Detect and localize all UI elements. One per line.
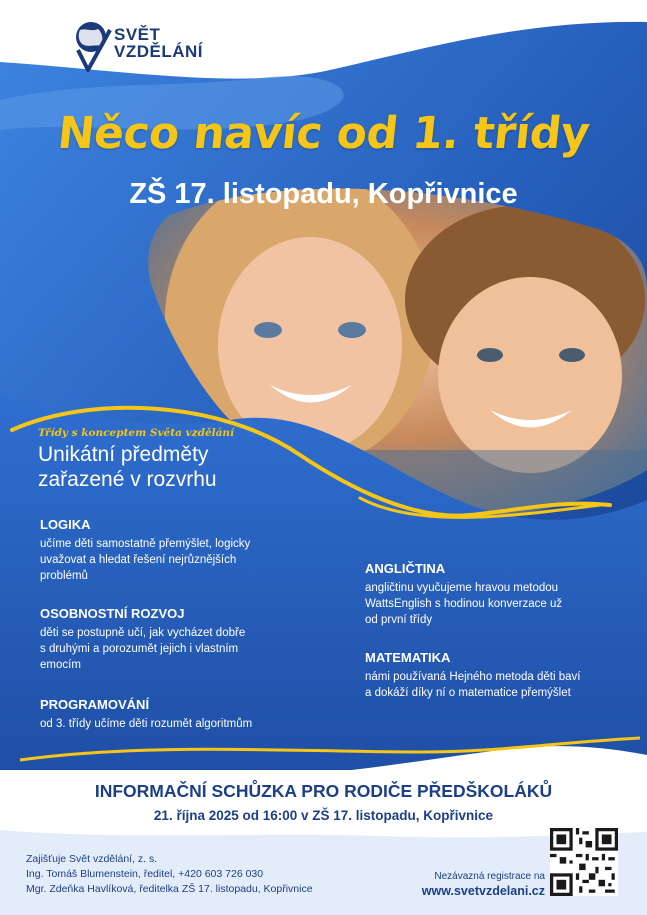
contact-info xyxy=(26,852,313,897)
brand-logo xyxy=(74,20,234,82)
subject-title: LOGIKA xyxy=(40,517,91,532)
contact-line: Ing. Tomáš Blumenstein, ředitel, +420 603 726 030 xyxy=(26,868,264,880)
subject-line: od první třídy xyxy=(365,614,433,626)
meeting-title: INFORMAČNÍ SCHŮZKA PRO RODIČE PŘEDŠKOLÁKŮ xyxy=(94,781,553,801)
contact-line: Zajišťuje Svět vzdělání, z. s. xyxy=(26,853,158,865)
subject-line: emocím xyxy=(40,659,81,671)
subject-title: ANGLIČTINA xyxy=(365,561,446,576)
subject-line: od 3. třídy učíme děti rozumět algoritmům xyxy=(40,718,253,730)
subject-title: OSOBNOSTNÍ ROZVOJ xyxy=(40,606,185,621)
subject-title: MATEMATIKA xyxy=(365,650,451,665)
section-heading-line2: zařazené v rozvrhu xyxy=(38,468,217,491)
registration-label: Nezávazná registrace na xyxy=(434,871,545,882)
subject-line: děti se postupně učí, jak vycházet dobře xyxy=(40,627,246,639)
meeting-date: 21. října 2025 od 16:00 v ZŠ 17. listopadu, Kopřivnice xyxy=(153,808,494,823)
subject-line: uvažovat a hledat řešení nejrůznějších xyxy=(40,554,237,566)
globe-check-icon xyxy=(74,20,112,72)
subject-english xyxy=(365,560,615,628)
section-heading-line1: Unikátní předměty xyxy=(38,443,209,466)
registration-link[interactable]: www.svetvzdelani.cz xyxy=(421,884,545,898)
school-name: ZŠ 17. listopadu, Kopřivnice xyxy=(129,178,518,210)
subject-personal-development xyxy=(40,605,300,673)
contact-line: Mgr. Zdeňka Havlíková, ředitelka ZŠ 17. listopadu, Kopřivnice xyxy=(26,883,313,895)
subject-line: učíme děti samostatně přemýšlet, logicky xyxy=(40,538,251,550)
subject-line: a dokáží díky ní o matematice přemýšlet xyxy=(365,687,571,699)
brand-name xyxy=(114,26,203,60)
subject-programming xyxy=(40,696,330,732)
brand-name-line2: VZDĚLÁNÍ xyxy=(114,42,203,61)
subject-line: námi používaná Hejného metoda děti baví xyxy=(365,671,581,683)
subject-logic xyxy=(40,516,300,584)
subject-line: angličtinu vyučujeme hravou metodou xyxy=(365,582,559,594)
subject-math xyxy=(365,649,625,701)
section-heading xyxy=(38,442,318,492)
registration xyxy=(400,870,545,899)
subject-line: problémů xyxy=(40,570,88,582)
brand-name-line1: SVĚT xyxy=(114,25,161,44)
subject-title: PROGRAMOVÁNÍ xyxy=(40,697,150,712)
qr-code-icon[interactable] xyxy=(550,828,618,896)
headline: Něco navíc od 1. třídy xyxy=(55,108,592,159)
subject-line: s druhými a porozumět jejich i vlastním xyxy=(40,643,239,655)
subject-line: WattsEnglish s hodinou konverzace už xyxy=(365,598,563,610)
section-tagline: Třídy s konceptem Světa vzdělání xyxy=(38,427,235,439)
